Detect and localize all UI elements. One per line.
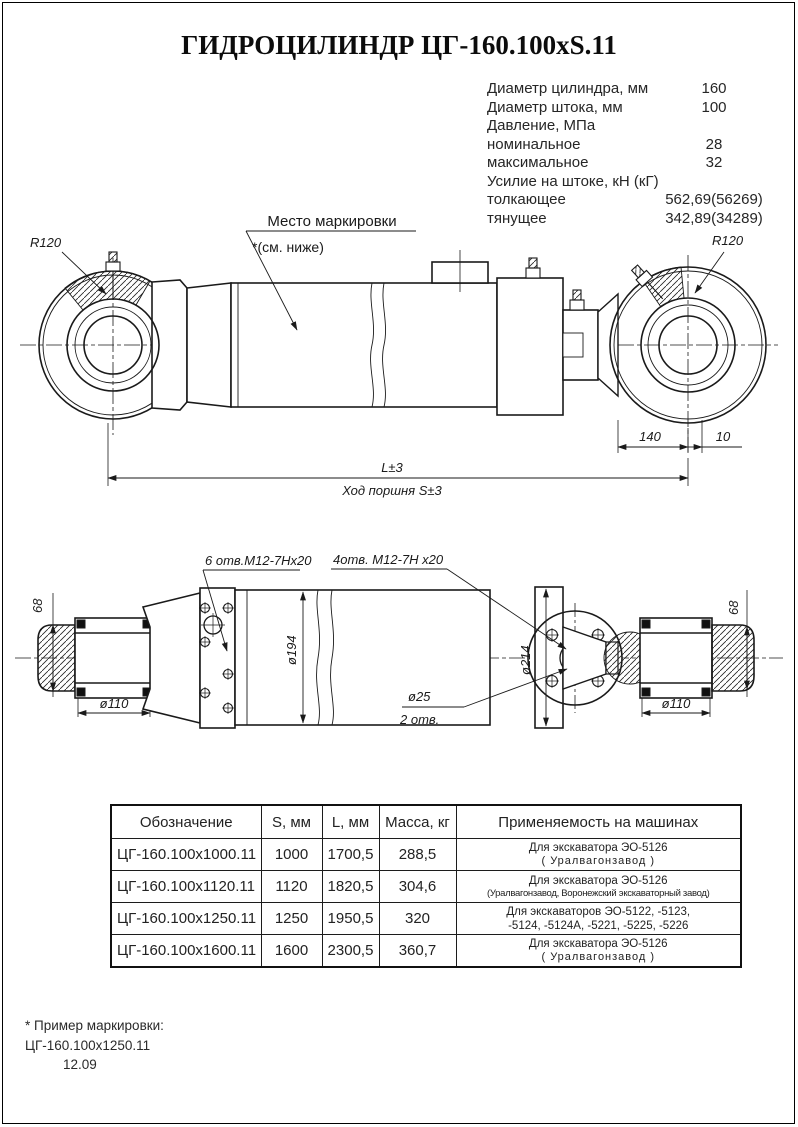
cap-block	[497, 278, 563, 415]
spec-label: толкающее	[487, 191, 566, 208]
variants-table	[110, 804, 742, 968]
spec-value: 100	[701, 98, 727, 116]
col-header-l: L, мм	[322, 805, 379, 839]
cell-application	[456, 839, 741, 871]
spec-label: максимальное	[487, 154, 589, 171]
cell-application	[456, 871, 741, 903]
application-line: ( Уралвагонзавод )	[541, 855, 656, 867]
dim-label-stroke: Ход поршня S±3	[342, 483, 442, 498]
spec-value	[653, 117, 775, 136]
col-header-application: Применяемость на машинах	[456, 805, 741, 839]
spec-row	[487, 136, 775, 155]
spec-label: Диаметр штока, мм	[487, 98, 623, 116]
cell-designation: ЦГ-160.100х1250.11	[111, 903, 261, 935]
hatch-left-eye	[65, 271, 150, 310]
table-row	[111, 871, 741, 903]
table-row	[111, 903, 741, 935]
table-row	[111, 935, 741, 968]
cylinder-plan-view	[0, 545, 798, 765]
dim-label-68-right: 68	[726, 600, 741, 615]
grease-fitting-icon	[570, 290, 584, 310]
spec-value: 32	[705, 154, 723, 171]
cell-s: 1250	[261, 903, 322, 935]
application-line: Для экскаватора ЭО-5126	[528, 874, 668, 887]
cell-designation: ЦГ-160.100х1600.11	[111, 935, 261, 968]
cell-application	[456, 935, 741, 968]
cell-l: 1820,5	[322, 871, 379, 903]
spec-value	[659, 173, 775, 192]
right-journal	[712, 625, 754, 691]
dim-label-194: ø194	[284, 635, 299, 665]
application-line: Для экскаваторов ЭО-5122, -5123,	[506, 905, 691, 918]
footnote-line: 12.09	[63, 1057, 97, 1072]
page-title: ГИДРОЦИЛИНДР ЦГ-160.100xS.11	[181, 30, 617, 60]
table-row	[111, 839, 741, 871]
spec-value: 342,89(34289)	[665, 209, 763, 227]
cell-s: 1600	[261, 935, 322, 968]
cell-l: 2300,5	[322, 935, 379, 968]
cell-mass: 360,7	[379, 935, 456, 968]
spec-value: 28	[705, 135, 723, 153]
cell-s: 1120	[261, 871, 322, 903]
callout-2-holes: 2 отв.	[400, 712, 440, 727]
application-line: ( Уралвагонзавод )	[541, 951, 656, 963]
barrel-plan	[235, 590, 490, 725]
grease-fitting-icon	[526, 258, 540, 278]
leader-r120-right	[695, 252, 724, 293]
marking-footnote	[25, 1016, 164, 1075]
cell-designation: ЦГ-160.100х1120.11	[111, 871, 261, 903]
footnote-line: ЦГ-160.100х1250.11	[25, 1037, 151, 1053]
spec-label: тянущее	[487, 209, 547, 227]
callout-6-holes: 6 отв.M12-7Hх20	[205, 553, 312, 568]
dim-label-68-left: 68	[30, 598, 45, 613]
spec-row	[487, 173, 775, 192]
application-line: Для экскаватора ЭО-5126	[528, 938, 668, 950]
marking-note: *(см. ниже)	[252, 239, 324, 255]
application-line: Для экскаватора ЭО-5126	[528, 842, 668, 854]
spec-label: номинальное	[487, 135, 581, 153]
spec-value: 160	[701, 80, 727, 97]
dim-label-r120-left: R120	[30, 235, 62, 250]
spec-row	[487, 117, 775, 136]
dim-label-214: ø214	[518, 645, 533, 675]
dim-label-10: 10	[715, 429, 731, 444]
application-line: (Уралвагонзавод, Воронежский экскаваторный завод)	[486, 887, 710, 899]
spec-row	[487, 154, 775, 173]
spec-label: Давление, МПа	[487, 117, 596, 134]
footnote-line: * Пример маркировки:	[25, 1018, 164, 1033]
cylinder-side-view	[0, 190, 798, 520]
dim-label-length: L±3	[381, 460, 403, 475]
dim-label-110-left: ø110	[99, 696, 129, 711]
col-header-s: S, мм	[261, 805, 322, 839]
cell-mass: 320	[379, 903, 456, 935]
dim-label-25: ø25	[408, 689, 431, 704]
spec-row	[487, 80, 775, 99]
application-line: -5124, -5124А, -5221, -5225, -5226	[508, 919, 689, 932]
cell-mass: 304,6	[379, 871, 456, 903]
table-header-row	[111, 805, 741, 839]
cell-l: 1700,5	[322, 839, 379, 871]
cell-mass: 288,5	[379, 839, 456, 871]
spec-label: Диаметр цилиндра, мм	[487, 80, 649, 97]
right-bearing-housing	[640, 618, 712, 698]
dim-label-110-right: ø110	[661, 696, 691, 711]
cell-l: 1950,5	[322, 903, 379, 935]
spec-row	[487, 99, 775, 118]
cell-application	[456, 903, 741, 935]
cell-s: 1000	[261, 839, 322, 871]
dim-label-r120-right: R120	[712, 233, 744, 248]
dim-label-140: 140	[639, 429, 661, 444]
left-bearing-housing	[75, 618, 152, 698]
col-header-mass: Масса, кг	[379, 805, 456, 839]
left-journal	[38, 625, 75, 691]
rod-end-bracket	[143, 593, 200, 723]
side-view-geometry	[20, 231, 778, 486]
col-header-designation: Обозначение	[111, 805, 261, 839]
callout-4-holes: 4отв. M12-7H х20	[333, 552, 444, 567]
spec-value: 562,69(56269)	[665, 191, 763, 208]
spec-label: Усилие на штоке, кН (кГ)	[487, 172, 659, 190]
cell-designation: ЦГ-160.100х1000.11	[111, 839, 261, 871]
marking-label: Место маркировки	[267, 213, 397, 230]
